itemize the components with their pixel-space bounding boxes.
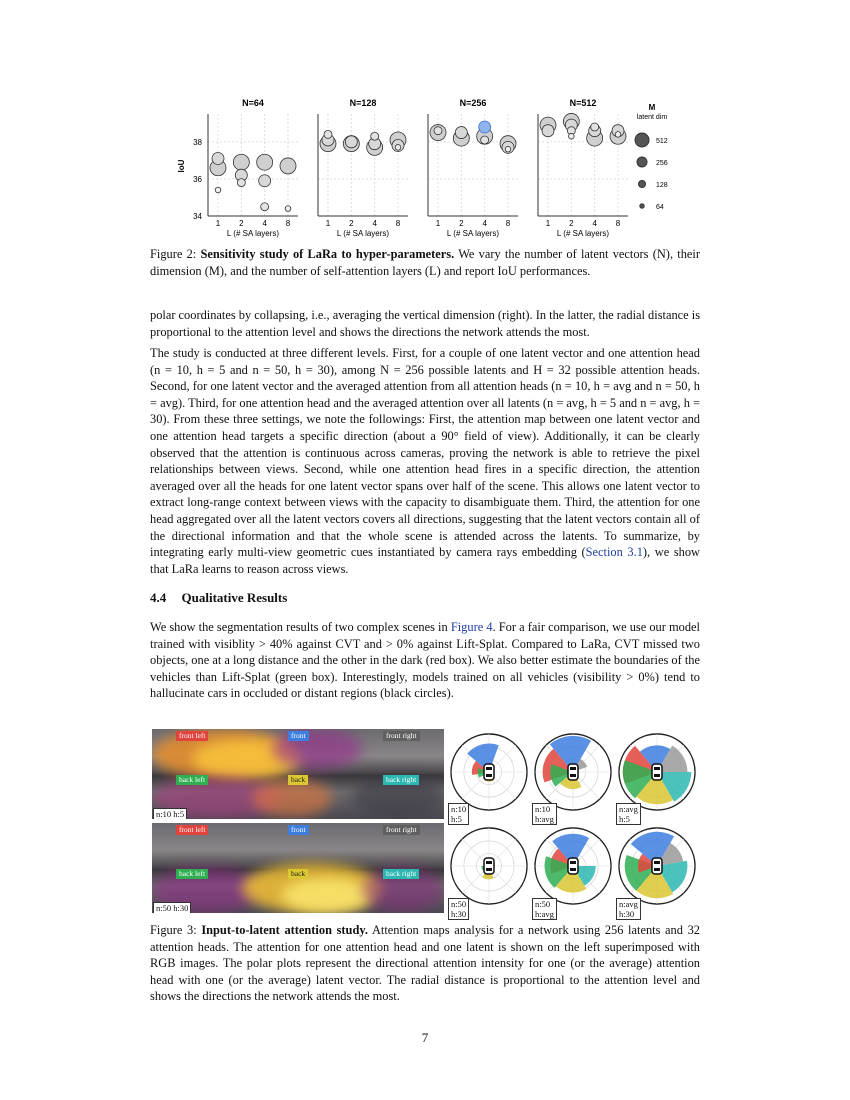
attention-panorama-row-2 — [152, 823, 444, 913]
paragraph-qualitative-start: We show the segmentation results of two complex scenes in — [150, 620, 451, 634]
caption-label: Figure 3: — [150, 923, 197, 937]
data-point — [261, 203, 269, 211]
x-tick-label: 4 — [482, 219, 487, 228]
data-point — [345, 136, 357, 148]
camera-label-front-right: front right — [383, 825, 420, 835]
data-point — [212, 153, 224, 165]
legend-label: 128 — [656, 182, 668, 189]
x-axis-label: L (# SA layers) — [336, 229, 390, 238]
legend-label: 64 — [656, 204, 664, 211]
x-tick-label: 2 — [569, 219, 574, 228]
panel-title: N=256 — [459, 98, 487, 108]
panel-title: N=512 — [569, 98, 597, 108]
panel-title: N=128 — [349, 98, 377, 108]
ego-car-icon — [568, 764, 578, 780]
polar-setting-label: n:avg h:30 — [616, 898, 641, 920]
x-tick-label: 8 — [285, 219, 291, 228]
legend-marker — [639, 181, 646, 188]
caption-title: Sensitivity study of LaRa to hyper-parameters. — [200, 247, 455, 261]
y-tick-label: 38 — [193, 137, 202, 147]
camera-label-back-left: back left — [176, 775, 208, 785]
polar-setting-label: n:50 h:avg — [532, 898, 557, 920]
ego-car-window — [654, 861, 660, 864]
ego-car-window — [654, 767, 660, 770]
figure-2-chart — [160, 92, 720, 242]
y-axis-label: IoU — [177, 159, 186, 173]
attention-panorama-row-1 — [152, 729, 444, 819]
x-tick-label: 4 — [262, 219, 267, 228]
ego-car-window — [570, 774, 576, 777]
paragraph-study — [150, 345, 700, 577]
x-tick-label: 4 — [592, 219, 597, 228]
x-tick-label: 2 — [459, 219, 464, 228]
ego-car-icon — [652, 764, 662, 780]
ego-car-window — [486, 861, 492, 864]
figure-3-caption — [150, 922, 700, 1005]
camera-label-front: front — [288, 731, 309, 741]
camera-label-front-right: front right — [383, 731, 420, 741]
camera-label-front: front — [288, 825, 309, 835]
caption-text: We vary the number of latent vectors (N), their dimension (M), and the number of self-attention layers (L) and report IoU performances. — [150, 247, 700, 278]
polar-plot — [616, 825, 698, 909]
polar-plot — [448, 825, 530, 909]
x-tick-label: 2 — [239, 219, 244, 228]
ego-car-window — [654, 868, 660, 871]
caption-label: Figure 2: — [150, 247, 197, 261]
data-point — [569, 133, 575, 139]
paragraph-polar: polar coordinates by collapsing, i.e., averaging the vertical dimension (right). In the latter, the radial distance is proportional to the attention level and shows the directions the network attends the most. — [150, 308, 701, 339]
caption-title: Input-to-latent attention study. — [201, 923, 368, 937]
data-point — [215, 187, 221, 193]
ego-car-window — [654, 774, 660, 777]
data-point — [324, 130, 332, 138]
data-point — [395, 145, 401, 151]
camera-label-back-left: back left — [176, 869, 208, 879]
polar-setting-label: n:50 h:30 — [448, 898, 469, 920]
data-point — [259, 175, 271, 187]
x-tick-label: 4 — [372, 219, 377, 228]
y-tick-label: 34 — [193, 212, 202, 221]
legend-label: 512 — [656, 138, 668, 145]
paragraph-qualitative — [150, 619, 700, 702]
ego-car-window — [570, 767, 576, 770]
data-point — [481, 136, 489, 144]
polar-setting-label: n:10 h:avg — [532, 803, 557, 825]
data-point — [591, 123, 599, 131]
polar-setting-label: n:avg h:5 — [616, 803, 641, 825]
data-point — [615, 132, 621, 138]
camera-label-front-left: front left — [176, 731, 208, 741]
panel-title: N=64 — [242, 98, 264, 108]
ego-car-window — [486, 774, 492, 777]
ego-car-icon — [568, 858, 578, 874]
section-link[interactable]: Section 3.1 — [585, 545, 643, 560]
paragraph-study-text: The study is conducted at three different levels. First, for a couple of one latent vector and one attention head (n = 10, h = 5 and n = 50, h = 30), among N = 256 possible latents and H = 32 possible attention heads. Second, for one latent vector and the averaged attention from all attention heads (n = 10, h = avg and n = 50, h = avg). Third, for one attention head and the averaged attention over all latents (n = avg, h = 5 and n = avg, h = 30). From these three settings, we note the followings: First, the attention map between one latent vector and one attention head targets a specific direction (about a 90° field of view). Additionally, it can be clearly observed that the attention is continuous across cameras, proving the network is able to retrieve the pixel relationships between views. Second, while one attention head fires in a specific direction, the attention averaged over all the heads for one latent vector spans over half of the scene. This allows one latent vector to extract long-range context between views with the capacity to disambiguate them. Third, the attention for one head aggregated over all the latent vectors covers all directions, suggesting that the latent vectors contain all of the directional information and that the whole scene is attended across the latents. To summarize, by integrating early multi-view geometric cues instantiated by camera rays embedding ( — [150, 346, 700, 560]
section-title: Qualitative Results — [181, 590, 288, 605]
x-tick-label: 8 — [505, 219, 511, 228]
x-axis-label: L (# SA layers) — [226, 229, 280, 238]
ego-car-window — [486, 767, 492, 770]
data-point — [455, 127, 467, 139]
y-tick-label: 36 — [193, 174, 202, 184]
panorama-setting-label: n:50 h:30 — [153, 902, 191, 913]
x-tick-label: 8 — [615, 219, 621, 228]
x-axis-label: L (# SA layers) — [556, 229, 610, 238]
camera-label-back: back — [288, 775, 308, 785]
x-tick-label: 2 — [349, 219, 354, 228]
ego-car-icon — [484, 764, 494, 780]
x-tick-label: 1 — [325, 219, 331, 228]
legend-label: 256 — [656, 160, 668, 167]
camera-label-back: back — [288, 869, 308, 879]
legend-title: M — [648, 103, 656, 112]
x-tick-label: 1 — [545, 219, 551, 228]
legend-marker — [640, 204, 644, 208]
x-axis-label: L (# SA layers) — [446, 229, 500, 238]
legend-subtitle: latent dim — [636, 114, 668, 121]
data-point — [505, 146, 511, 152]
polar-setting-label: n:10 h:5 — [448, 803, 469, 825]
data-point — [479, 121, 491, 133]
panorama-setting-label: n:10 h:5 — [153, 808, 187, 819]
legend-marker — [635, 133, 649, 147]
x-tick-label: 1 — [215, 219, 221, 228]
figure-2-caption — [150, 246, 700, 279]
camera-label-back-right: back right — [383, 869, 419, 879]
data-point — [542, 125, 554, 137]
camera-label-front-left: front left — [176, 825, 208, 835]
data-point — [257, 154, 273, 170]
polar-plot — [532, 825, 614, 909]
data-point — [285, 206, 291, 212]
section-heading — [150, 590, 287, 606]
page-number: 7 — [421, 1030, 429, 1045]
data-point — [233, 154, 249, 170]
data-point — [434, 127, 442, 135]
ego-car-window — [570, 868, 576, 871]
x-tick-label: 1 — [435, 219, 441, 228]
ego-car-icon — [484, 858, 494, 874]
figure-4-link[interactable]: Figure 4 — [450, 620, 493, 634]
data-point — [280, 158, 296, 174]
legend-marker — [637, 157, 647, 167]
caption-text: Attention maps analysis for a network using 256 latents and 32 attention heads. The attention for one attention head and one latent is shown on the left superimposed with RGB images. The polar plots represent the directional attention intensity for one (or the average) attention head with one (or the average) latent vector. The radial distance is proportional to the attention level and shows the directions the network attends the most. — [150, 923, 700, 1004]
ego-car-window — [570, 861, 576, 864]
ego-car-icon — [652, 858, 662, 874]
data-point — [237, 179, 245, 187]
paragraph-qualitative-rest: . For a fair comparison, we use our model trained with visiblity > 40% against CVT and > 0% against Lift-Splat. Compared to LaRa, CVT missed two objects, one at a long distance and the other in the dark (red box). We also better estimate the boundaries of the vehicles than Lift-Splat (green box). Interestingly, models trained on all vehicles (visibility > 0%) tend to hallucinate cars in occluded or distant regions (black circles). — [150, 620, 700, 701]
ego-car-window — [486, 868, 492, 871]
data-point — [371, 132, 379, 140]
section-number: 4.4 — [150, 590, 167, 605]
paragraph-study-end: ), we show that LaRa learns to reason across views. — [150, 545, 700, 576]
x-tick-label: 8 — [395, 219, 401, 228]
camera-label-back-right: back right — [383, 775, 419, 785]
